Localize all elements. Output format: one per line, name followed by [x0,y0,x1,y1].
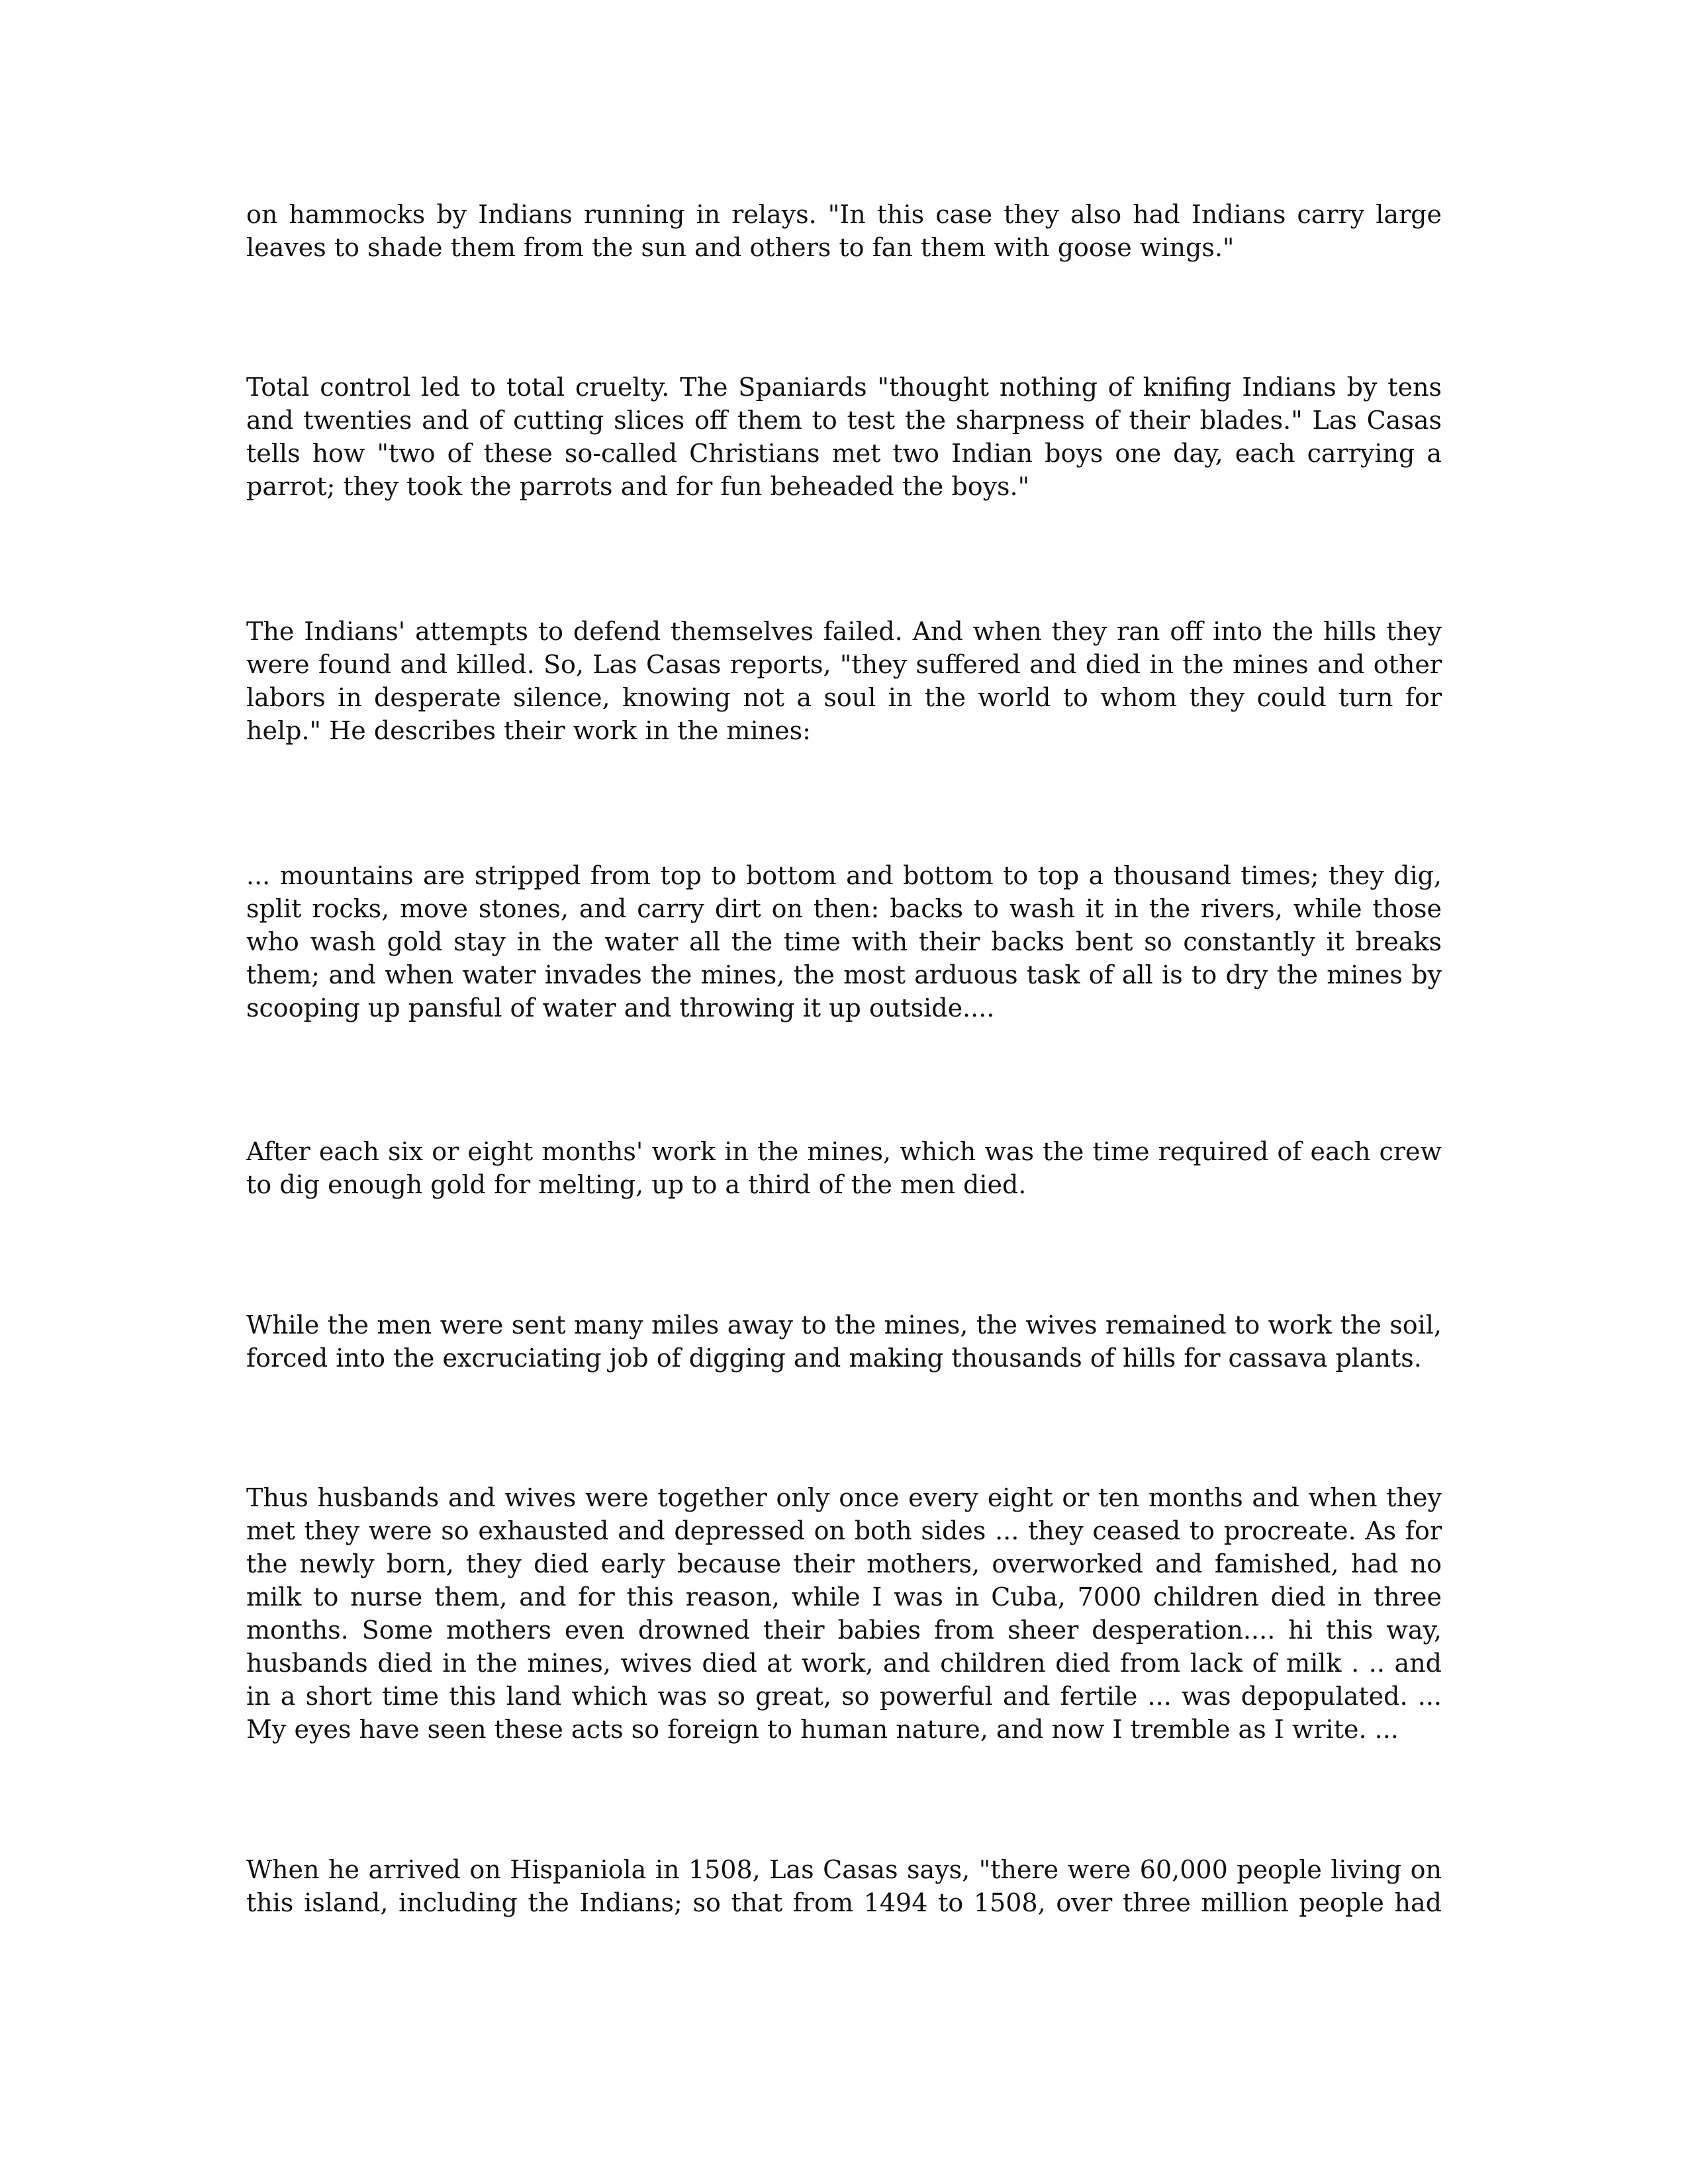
text-line: milk to nurse them, and for this reason, while I was in Cuba, 7000 children died in three [246,1582,1442,1612]
text-line: When he arrived on Hispaniola in 1508, Las Casas says, "there were 60,000 people living on [246,1855,1442,1884]
text-line: My eyes have seen these acts so foreign to human nature, and now I tremble as I write. ... [246,1715,1399,1744]
text-line: Total control led to total cruelty. The Spaniards "thought nothing of knifing Indians by tens [246,373,1442,402]
text-line: After each six or eight months' work in the mines, which was the time required of each crew [246,1137,1442,1166]
text-line: split rocks, move stones, and carry dirt on then: backs to wash it in the rivers, while those [246,894,1442,923]
text-line: parrot; they took the parrots and for fun beheaded the boys." [246,472,1030,501]
text-line: forced into the excruciating job of digging and making thousands of hills for cassava plants. [246,1343,1422,1373]
text-line: scooping up pansful of water and throwing it up outside.... [246,993,995,1023]
text-line: husbands died in the mines, wives died at work, and children died from lack of milk . .. and [246,1649,1442,1678]
text-line: Thus husbands and wives were together only once every eight or ten months and when they [246,1483,1442,1512]
text-line: in a short time this land which was so great, so powerful and fertile ... was depopulated. ... [246,1682,1442,1711]
paragraph-hispaniola [246,1853,1442,1919]
text-line: months. Some mothers even drowned their babies from sheer desperation.... hi this way, [246,1615,1442,1645]
text-line: labors in desperate silence, knowing not a soul in the world to whom they could turn for [246,683,1442,712]
paragraph-husbands-wives [246,1481,1442,1746]
text-line: help." He describes their work in the mines: [246,716,811,745]
text-line: tells how "two of these so-called Christians met two Indian boys one day, each carrying a [246,439,1442,468]
text-line: The Indians' attempts to defend themselves failed. And when they ran off into the hills they [246,617,1442,646]
paragraph-indians-attempts [246,615,1442,747]
text-line: this island, including the Indians; so that from 1494 to 1508, over three million people had [246,1888,1442,1917]
paragraph-wives-soil [246,1308,1442,1375]
text-line: While the men were sent many miles away to the mines, the wives remained to work the soil, [246,1310,1442,1340]
paragraph-six-months [246,1135,1442,1201]
text-line: and twenties and of cutting slices off them to test the sharpness of their blades." Las Casas [246,406,1442,435]
text-line: ... mountains are stripped from top to bottom and bottom to top a thousand times; they dig, [246,861,1442,890]
text-line: them; and when water invades the mines, the most arduous task of all is to dry the mines by [246,960,1442,989]
paragraph-hammocks [246,198,1442,264]
text-line: were found and killed. So, Las Casas reports, "they suffered and died in the mines and other [246,650,1442,679]
text-line: who wash gold stay in the water all the time with their backs bent so constantly it breaks [246,927,1442,956]
text-line: the newly born, they died early because their mothers, overworked and famished, had no [246,1549,1442,1578]
paragraph-total-control [246,371,1442,503]
text-line: to dig enough gold for melting, up to a third of the men died. [246,1170,1027,1199]
paragraph-mines-quote [246,859,1442,1024]
text-line: leaves to shade them from the sun and others to fan them with goose wings." [246,233,1235,262]
text-line: on hammocks by Indians running in relays. "In this case they also had Indians carry large [246,200,1442,229]
text-line: met they were so exhausted and depressed on both sides ... they ceased to procreate. As for [246,1516,1442,1545]
